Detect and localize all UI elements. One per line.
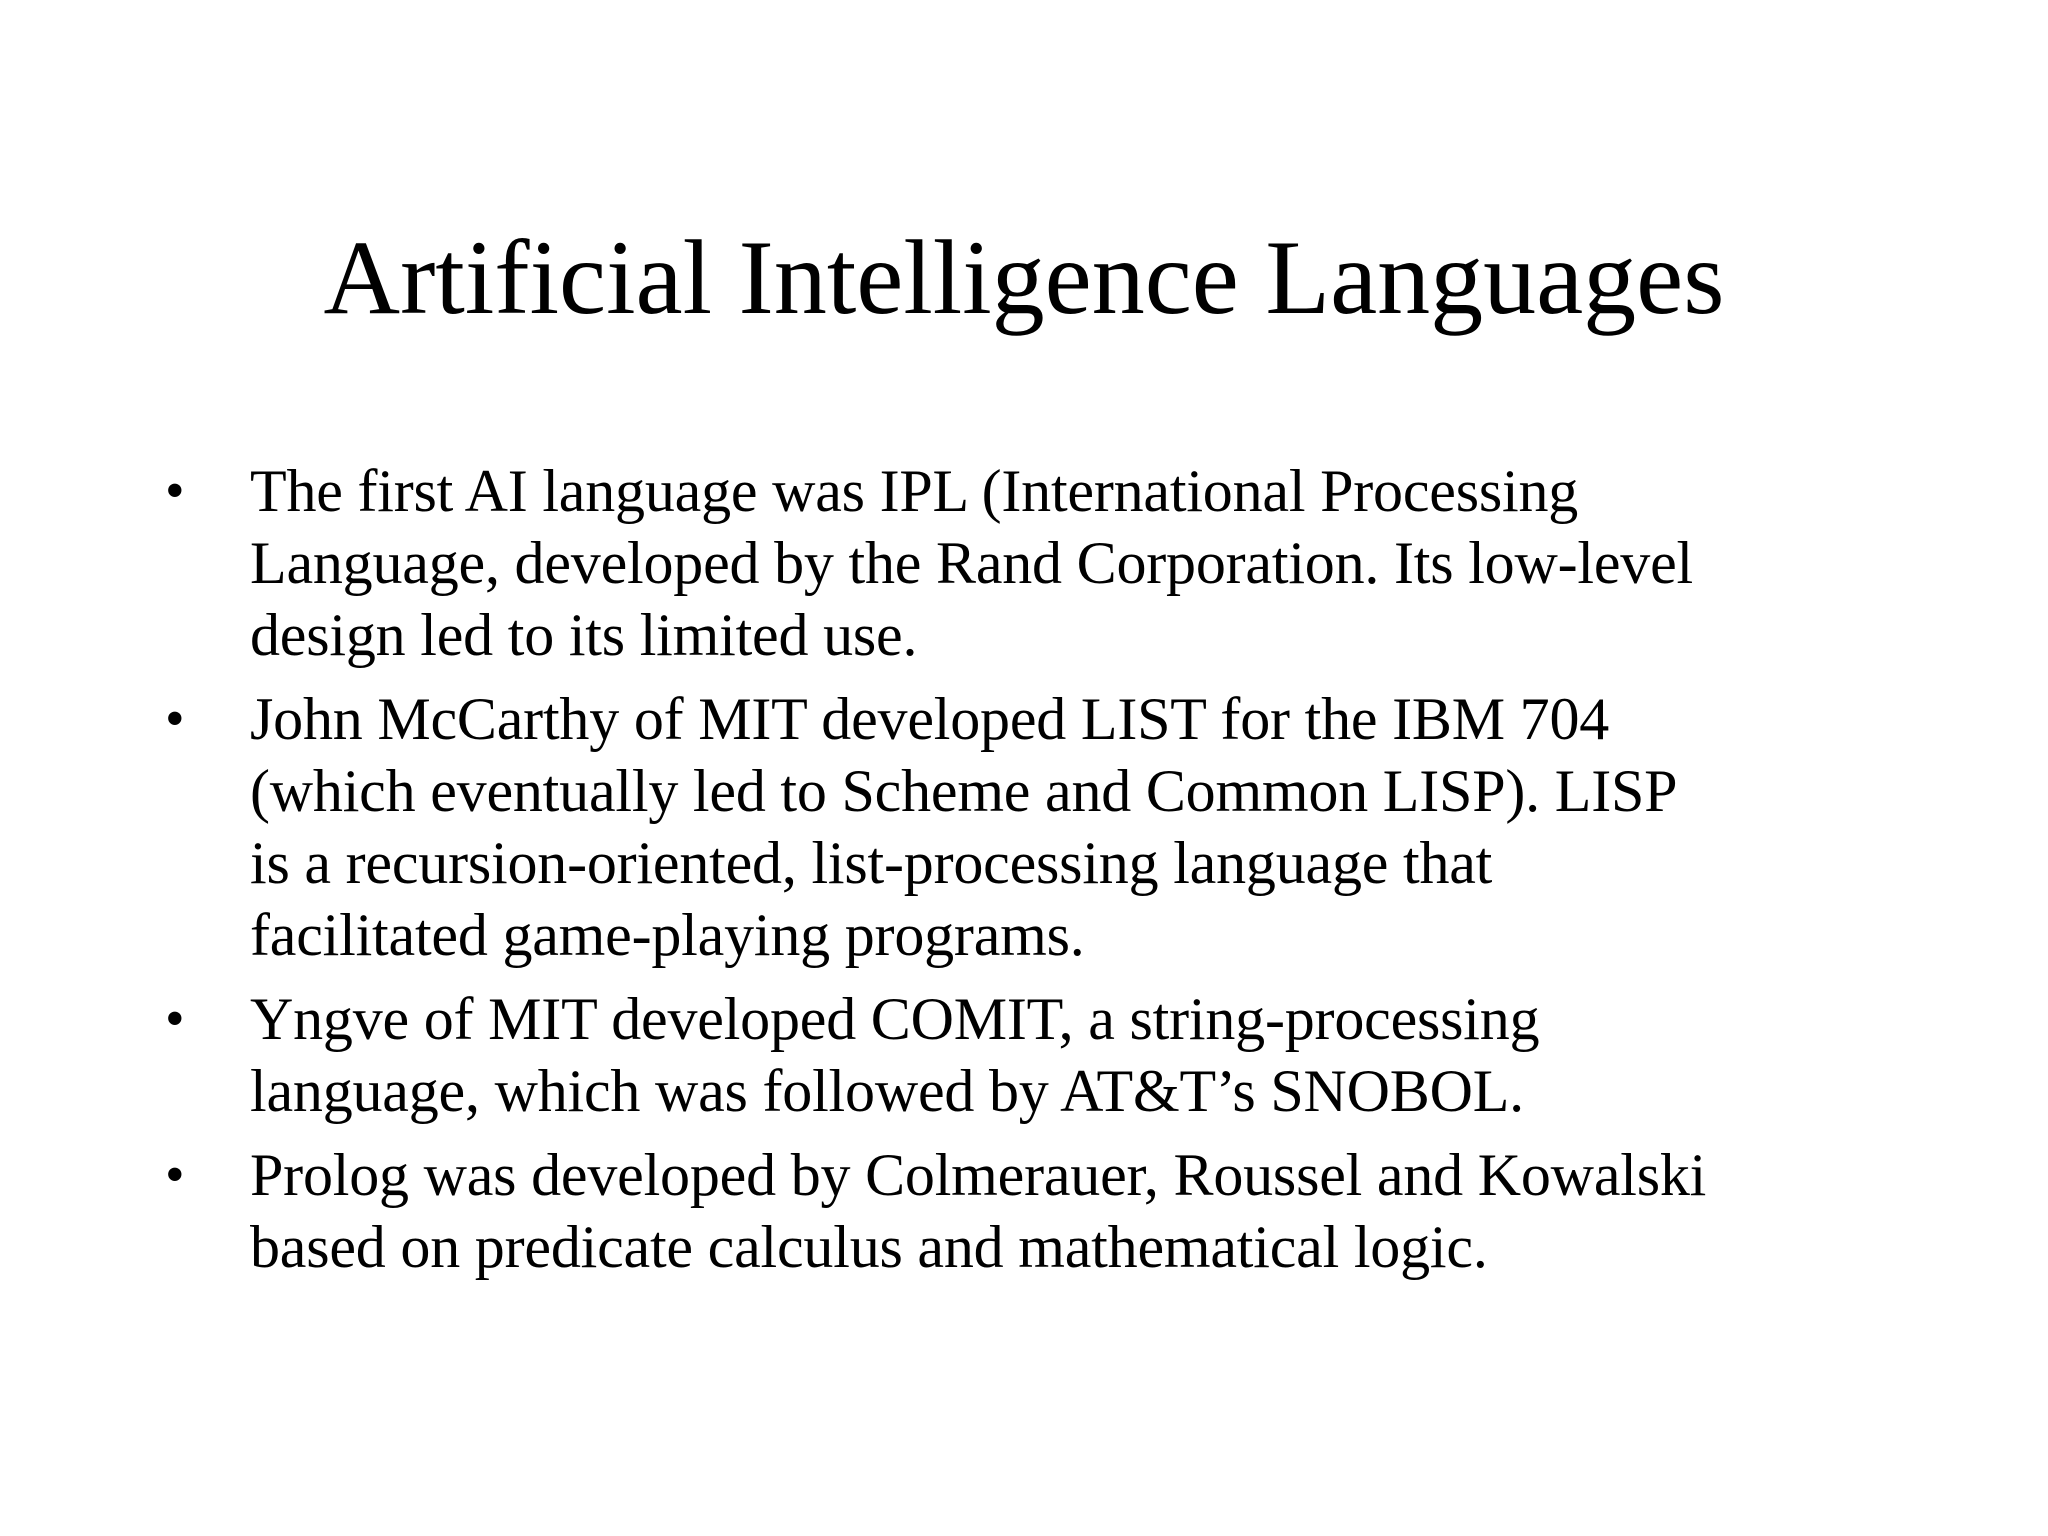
bullet-text-comit: Yngve of MIT developed COMIT, a string-processing language, which was followed by AT&T’s SNOBOL. [250,986,1540,1124]
bullet-list [165,455,1945,1295]
slide-title: Artificial Intelligence Languages [323,219,1725,336]
bullet-icon: • [165,688,185,750]
bullet-text-prolog: Prolog was developed by Colmerauer, Roussel and Kowalski based on predicate calculus and mathematical logic. [250,1142,1707,1280]
bullet-icon: • [165,460,185,522]
bullet-item [165,455,1945,671]
bullet-icon: • [165,1144,185,1206]
bullet-item [165,1139,1945,1283]
bullet-icon: • [165,988,185,1050]
bullet-item [165,683,1945,971]
bullet-text-ipl: The first AI language was IPL (International Processing Language, developed by the Rand Corporation. Its low-level design led to its limited use. [250,458,1693,668]
bullet-text-lisp: John McCarthy of MIT developed LIST for the IBM 704 (which eventually led to Scheme and Common LISP). LISP is a recursion-oriented, list-processing language that facilitated game-playing programs. [250,686,1678,968]
bullet-item [165,983,1945,1127]
